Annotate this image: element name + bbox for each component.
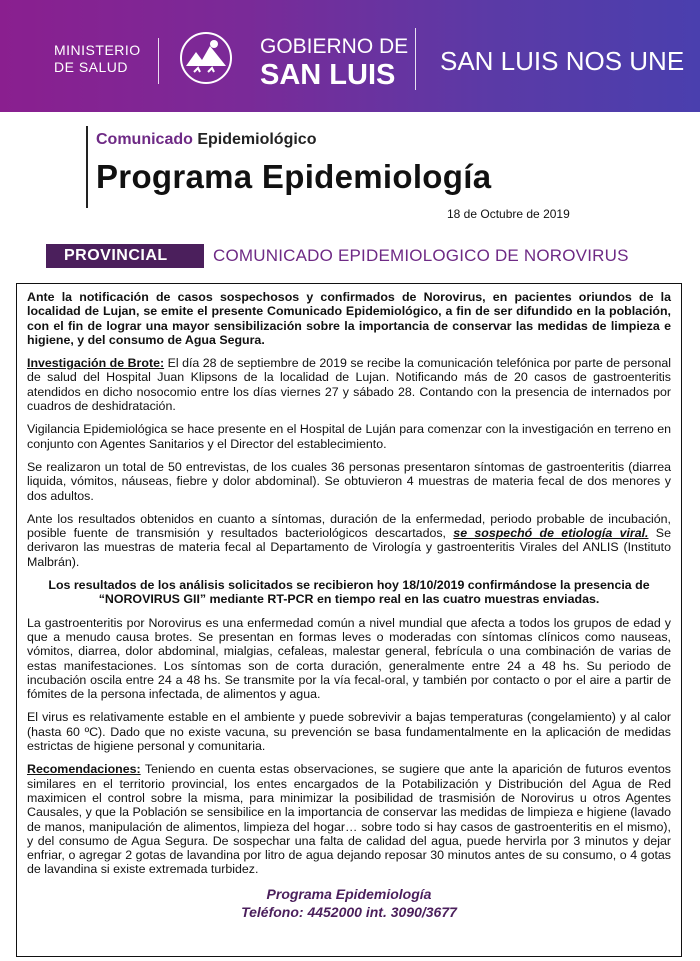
content-box — [16, 283, 682, 957]
footer-program: Programa Epidemiología — [266, 885, 432, 902]
ministerio-label — [54, 42, 141, 76]
recomendaciones-text: Teniendo en cuenta estas observaciones, se sugiere que ante la aparición de futuros eventos similares en el territorio provincial, los entes encargados de la Potabilización y Distribución del Agua de Red maximicen el control sobre la misma, para minimizar la posibilidad de trasmisión de Norovirus u otros Agentes Causales, y que la Población se sensibilice en la importancia de conservar las medidas de limpieza e higiene (lavado de manos, manipulación de alimentos, limpieza del hogar… sobre todo si hay casos de gastroenteritis en el mismo), y del consumo de Agua Segura. De sospechar una falta de calidad del agua, puede hervirla por 3 minutos y dejar enfriar, o agregar 2 gotas de lavandina por litro de agua dejando reposar 30 minutos antes de su consumo, o 4 gotas de lavandina si existe extremada turbidez. — [27, 762, 671, 877]
resultados-emphasis: se sospechó de etiología viral. — [453, 526, 649, 541]
section-title: COMUNICADO EPIDEMIOLOGICO DE NOROVIRUS — [213, 246, 629, 265]
header-divider-2 — [415, 28, 416, 90]
ministerio-line-2: DE SALUD — [54, 59, 129, 75]
resultados-paragraph — [27, 512, 671, 569]
resultados-pre: Ante los resultados obtenidos en cuanto a síntomas, duración de la enfermedad, periodo probable de incubación, posible fuente de transmisión y resultados bacteriológicos descartados, — [27, 511, 671, 541]
resultados-post: Se derivaron las muestras de materia fecal al Departamento de Virología y gastroenteritis Virales del ANLIS (Instituto Malbrán). — [27, 526, 671, 569]
confirmacion-paragraph: Los resultados de los análisis solicitados se recibieron hoy 18/10/2019 confirmándose la presencia de “NOROVIRUS GII” mediante RT-PCR en tiempo real en las cuatro muestras enviadas. — [48, 578, 650, 607]
comunicado-heading — [96, 131, 316, 149]
page-title: Programa Epidemiología — [96, 158, 492, 195]
intro-paragraph: Ante la notificación de casos sospechosos y confirmados de Norovirus, en pacientes oriundos de la localidad de Lujan, se emite el presente Comunicado Epidemiológico, a fin de ser difundido en la población, con el fin de lograr una mayor sensibilización sobre la importancia de conservar las medidas de limpieza e higiene, y del consumo de Agua Segura. — [27, 290, 671, 347]
slogan: SAN LUIS NOS UNE — [440, 46, 685, 76]
investigacion-paragraph — [27, 356, 671, 413]
gobierno-label: GOBIERNO DE — [260, 35, 409, 58]
vigilancia-paragraph: Vigilancia Epidemiológica se hace presente en el Hospital de Luján para comenzar con la investigación en terreno en conjunto con Agentes Sanitarios y el Director del establecimiento. — [27, 422, 671, 451]
virus-paragraph: El virus es relativamente estable en el ambiente y puede sobrevivir a bajas temperaturas (congelamiento) y al calor (hasta 60 ºC). Dado que no existe vacuna, su prevención se basa fundamentalmente en la aplicación de medidas estrictas de higiene personal y comunitaria. — [27, 710, 671, 754]
recomendaciones-label: Recomendaciones: — [27, 762, 141, 777]
investigacion-text: El día 28 de septiembre de 2019 se recibe la comunicación telefónica por parte de personal de salud del Hospital Juan Klipsons de la localidad de Lujan. Notificando más de 20 casos de gastroenteritis atendidos en dicho nosocomio entre los días viernes 27 y sábado 28. Contando con la presencia de internados por cuadros de deshidratación. — [27, 356, 671, 414]
title-accent-bar — [86, 126, 88, 208]
footer-phone: Teléfono: 4452000 int. 3090/3677 — [241, 903, 457, 920]
document-date: 18 de Octubre de 2019 — [447, 207, 570, 221]
epidemiologico-word: Epidemiológico — [197, 131, 317, 148]
investigacion-label: Investigación de Brote: — [27, 356, 165, 371]
recomendaciones-paragraph — [27, 762, 671, 876]
san-luis-label: SAN LUIS — [260, 59, 396, 91]
content-inner — [27, 290, 671, 921]
provincial-seal-icon — [178, 30, 234, 86]
section-label-box — [46, 244, 204, 268]
entrevistas-paragraph: Se realizaron un total de 50 entrevistas, de los cuales 36 personas presentaron síntomas de gastroenteritis (diarrea liquida, vómitos, náuseas, fiebre y dolor abdominal). Se obtuvieron 4 muestras de materia fecal de dos menores y dos adultos. — [27, 459, 671, 503]
ministerio-line-1: MINISTERIO — [54, 42, 141, 58]
section-label: PROVINCIAL — [64, 247, 168, 264]
header-divider — [158, 38, 159, 84]
comunicado-word: Comunicado — [96, 131, 193, 148]
header-banner — [0, 0, 700, 112]
gastroenteritis-paragraph: La gastroenteritis por Norovirus es una enfermedad común a nivel mundial que afecta a todos los grupos de edad y que a menudo causa brotes. Se presentan en formas leves o moderadas con síntomas clínicos como nauseas, vómitos, diarrea, dolor abdominal, mialgias, cefaleas, malestar general, febrícula o una combinación de varias de estas manifestaciones. Los síntomas son de corta duración, generalmente entre 24 a 48 hs. Su periodo de incubación oscila entre 24 a 48 hs. Se transmite por la vía fecal-oral, y también por contacto o por el aire a partir de fómites de la persona infectada, de alimentos y agua. — [27, 615, 671, 702]
